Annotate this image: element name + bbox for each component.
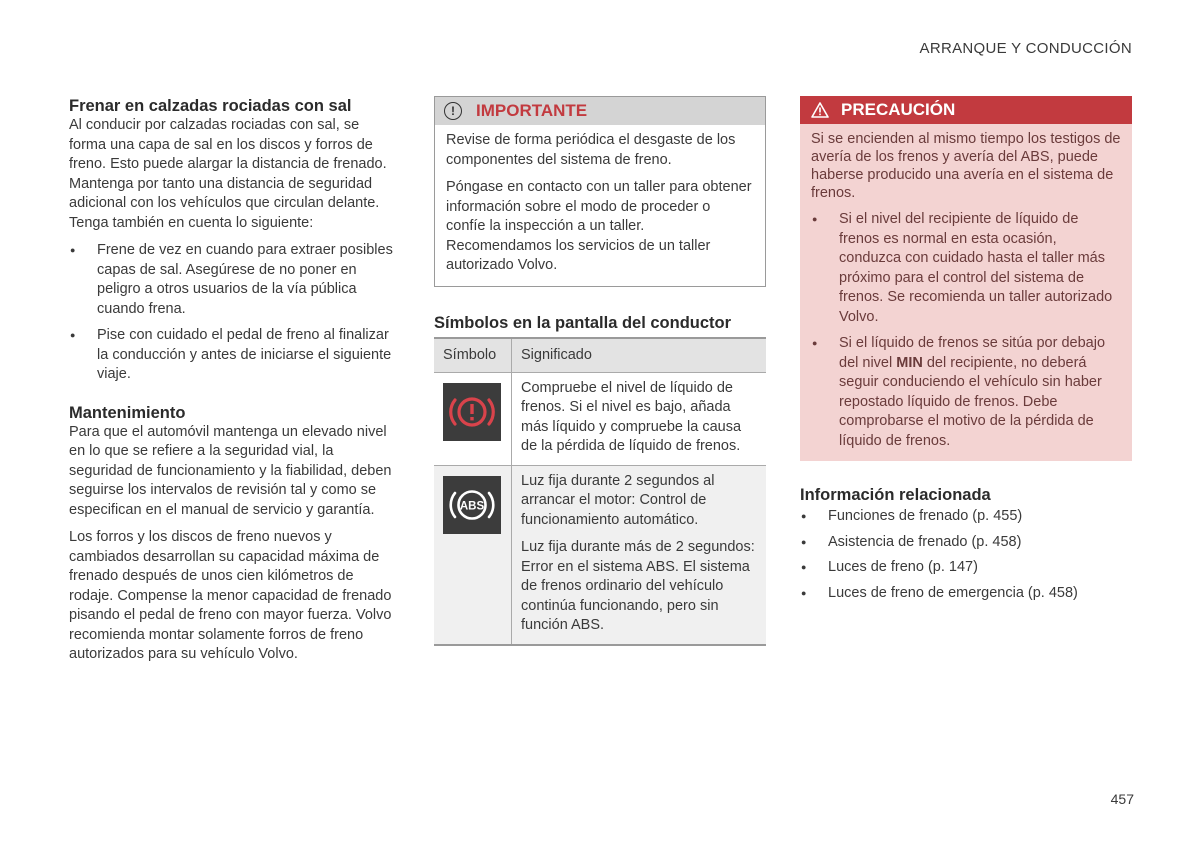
heading-maintenance: Mantenimiento bbox=[69, 403, 186, 422]
table-row bbox=[434, 372, 766, 465]
important-paragraph: Póngase en contacto con un taller para obtener información sobre el modo de proceder o confíe la inspección a un taller. Recomendamos los servicios de un taller autorizado Volvo. bbox=[446, 179, 752, 273]
meaning-text: Luz fija durante más de 2 segundos: Error en el sistema ABS. El sistema de frenos ordinario del vehículo continúa funcionando, pero sin función ABS. bbox=[521, 539, 755, 633]
paragraph-brake-pads: Los forros y los discos de freno nuevos y cambiados desarrollan su capacidad máxima de frenado después de unos cien kilómetros de rodaje. Compense la menor capacidad de frenado pisando el pedal de freno con mayor fuerza. Volvo recomienda montar solamente forros de freno autorizados para su vehículo Volvo. bbox=[69, 529, 392, 662]
abs-warning-icon bbox=[443, 476, 501, 534]
salted-roads-list bbox=[69, 241, 400, 385]
column-right bbox=[800, 96, 1132, 609]
caution-box bbox=[800, 96, 1132, 461]
caution-body bbox=[800, 124, 1132, 461]
column-middle bbox=[434, 96, 766, 646]
heading-symbols: Símbolos en la pantalla del conductor bbox=[434, 313, 732, 332]
important-paragraph: Revise de forma periódica el desgaste de los componentes del sistema de freno. bbox=[446, 132, 736, 168]
column-header-symbol: Símbolo bbox=[434, 338, 512, 373]
page-number: 457 bbox=[1110, 791, 1134, 807]
important-box bbox=[434, 96, 766, 287]
list-item bbox=[811, 334, 1122, 451]
related-link[interactable]: ● Funciones de frenado (p. 455) bbox=[800, 507, 1132, 527]
related-link[interactable]: ● Luces de freno de emergencia (p. 458) bbox=[800, 584, 1132, 604]
warning-triangle-icon bbox=[811, 102, 829, 118]
important-header bbox=[435, 97, 765, 125]
paragraph-maintenance: Para que el automóvil mantenga un elevado nivel en lo que se refiere a la seguridad vial, la seguridad de funcionamiento y la fiabilidad, deben seguirse los intervalos de revisión tal y como se especifican en el manual de servicio y garantía. bbox=[69, 423, 392, 518]
caution-header bbox=[800, 96, 1132, 124]
heading-related-info: Información relacionada bbox=[800, 486, 991, 504]
caution-paragraph: Si se encienden al mismo tiempo los testigos de avería de los frenos y avería del ABS, puede haberse producido una avería en el sistema de frenos. bbox=[811, 131, 1121, 201]
column-header-meaning: Significado bbox=[512, 338, 767, 373]
list-item: ● Pise con cuidado el pedal de freno al finalizar la conducción y antes de iniciarse el siguiente viaje. bbox=[69, 326, 400, 385]
important-body bbox=[435, 125, 765, 286]
meaning-cell bbox=[512, 372, 767, 465]
list-item: ● Si el nivel del recipiente de líquido de frenos es normal en esta ocasión, conduzca con cuidado hasta el taller más próximo para el control del sistema de frenos. Se recomienda un taller autorizado Volvo. bbox=[811, 210, 1122, 327]
abs-icon-label: ABS bbox=[459, 500, 485, 512]
exclamation-circle-icon: ! bbox=[444, 102, 462, 120]
caution-text: del recipiente, no deberá seguir conduciendo el vehículo sin haber repostado líquido de frenos. Debe comprobarse el motivo de la pérdida de líquido de frenos. bbox=[839, 354, 1102, 449]
heading-salted-roads: Frenar en calzadas rociadas con sal bbox=[69, 97, 352, 115]
caution-title: PRECAUCIÓN bbox=[841, 100, 956, 119]
list-item: ● Frene de vez en cuando para extraer posibles capas de sal. Asegúrese de no poner en peligro a otros usuarios de la vía pública cuando frena. bbox=[69, 241, 400, 319]
related-link[interactable]: ● Asistencia de frenado (p. 458) bbox=[800, 533, 1132, 553]
paragraph-salted-roads: Al conducir por calzadas rociadas con sal, se forma una capa de sal en los discos y forros de freno. Esto puede alargar la distancia de frenado. Mantenga por tanto una distancia de seguridad adicional con los vehículos que circulan delante. Tenga también en cuenta lo siguiente: bbox=[69, 117, 387, 231]
symbol-cell bbox=[434, 465, 512, 645]
related-link[interactable]: ● Luces de freno (p. 147) bbox=[800, 558, 1132, 578]
symbol-cell bbox=[434, 372, 512, 465]
table-header-row bbox=[434, 338, 766, 373]
important-title: IMPORTANTE bbox=[476, 101, 588, 120]
meaning-cell bbox=[512, 465, 767, 645]
column-left bbox=[69, 96, 400, 665]
caution-text: Si el líquido de frenos se sitúa por debajo del nivel bbox=[839, 335, 1106, 371]
brake-warning-icon bbox=[443, 383, 501, 441]
symbols-table bbox=[434, 337, 766, 646]
meaning-text: Compruebe el nivel de líquido de frenos. Si el nivel es bajo, añada más líquido y compruebe la causa de la pérdida de líquido de frenos. bbox=[521, 379, 742, 454]
caution-list bbox=[811, 210, 1122, 451]
meaning-text: Luz fija durante 2 segundos al arrancar el motor: Control de funcionamiento automático. bbox=[521, 472, 715, 528]
table-row bbox=[434, 465, 766, 645]
running-header: ARRANQUE Y CONDUCCIÓN bbox=[919, 40, 1132, 57]
min-label: MIN bbox=[896, 354, 923, 371]
related-links-list bbox=[800, 507, 1132, 603]
